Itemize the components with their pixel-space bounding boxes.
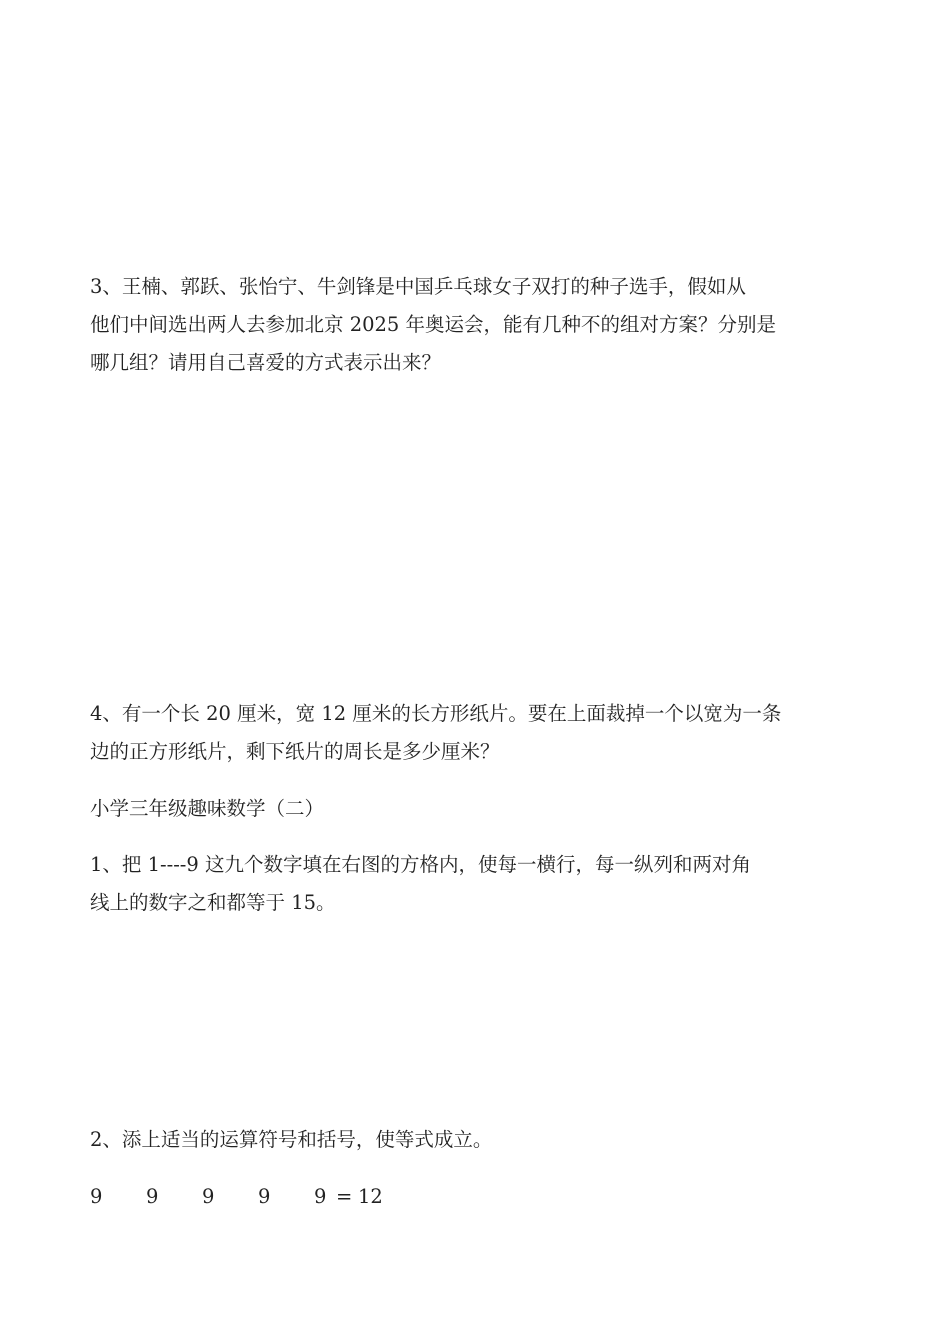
equation-term-1: 9 <box>90 1185 103 1208</box>
problem3-line3: 哪几组？请用自己喜爱的方式表示出来？ <box>90 351 442 374</box>
equation-result: 12 <box>358 1185 383 1208</box>
equation-term-4: 9 <box>258 1185 271 1208</box>
equation-term-2: 9 <box>146 1185 159 1208</box>
equation-equals: = <box>336 1185 353 1208</box>
puzzle1-line1: 1、把 1----9 这九个数字填在右图的方格内，使每一横行，每一纵列和两对角 <box>90 853 751 876</box>
problem3-line1: 3、王楠、郭跃、张怡宁、牛剑锋是中国乒乓球女子双打的种子选手，假如从 <box>90 275 746 298</box>
section-title: 小学三年级趣味数学（二） <box>90 797 325 820</box>
problem4-line1: 4、有一个长 20 厘米，宽 12 厘米的长方形纸片。要在上面裁掉一个以宽为一条 <box>90 702 782 725</box>
equation-term-5: 9 <box>314 1185 327 1208</box>
equation-term-3: 9 <box>202 1185 215 1208</box>
problem4-line2: 边的正方形纸片，剩下纸片的周长是多少厘米？ <box>90 740 500 763</box>
problem3-line2: 他们中间选出两人去参加北京 2025 年奥运会，能有几种不的组对方案？分别是 <box>90 313 777 336</box>
puzzle1-line2: 线上的数字之和都等于 15。 <box>90 891 336 914</box>
puzzle2-text: 2、添上适当的运算符号和括号，使等式成立。 <box>90 1128 493 1151</box>
